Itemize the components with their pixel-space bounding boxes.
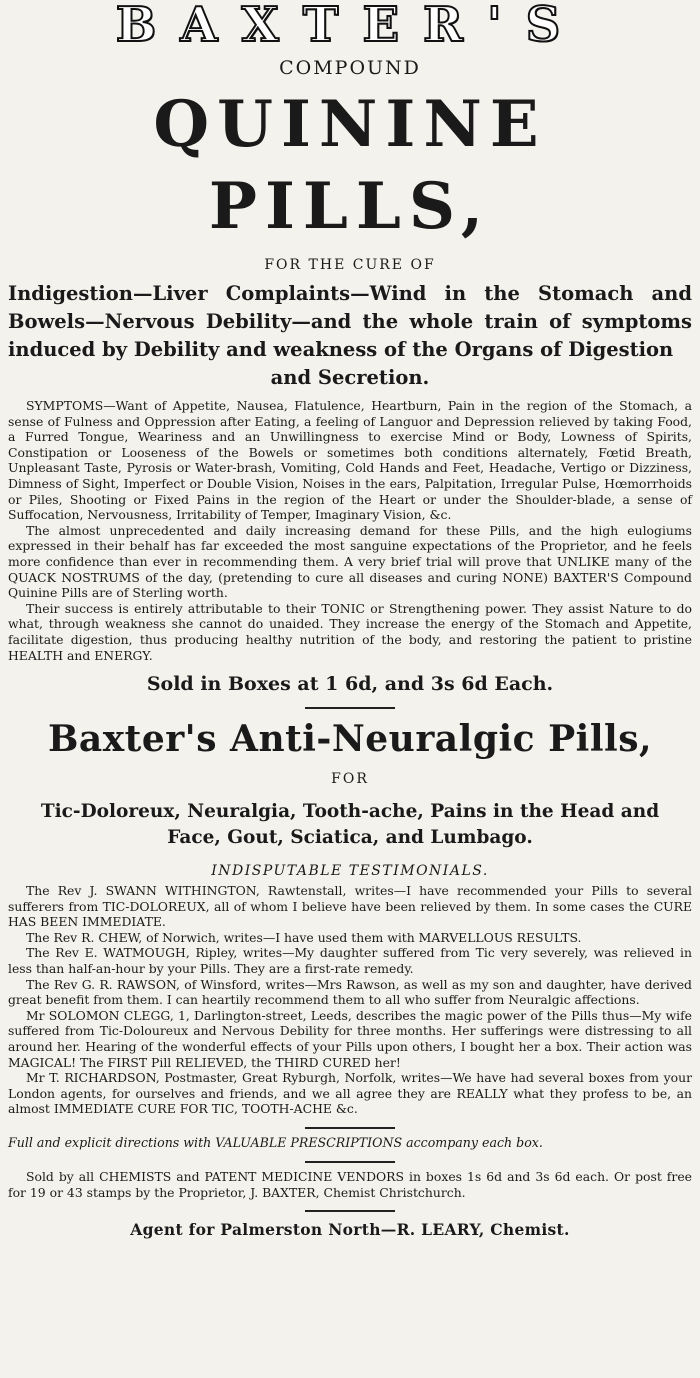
testimonial: The Rev J. SWANN WITHINGTON, Rawtenstall, writes—I have recommended your Pills to several sufferers from TIC-DOLOREUX, all of whom I believe have been relieved by them. In some cases the CURE HAS BEEN IMMEDIATE. [8, 883, 692, 930]
demand-paragraph: The almost unprecedented and daily increasing demand for these Pills, and the high eulogiums expressed in their behalf has far exceeded the most sanguine expectations of the Proprietor, and he feels more confidence than ever in recommending them. A very brief trial will prove that UNLIKE many of the QUACK NOSTRUMS of the day, (pretending to cure all diseases and curing NONE) BAXTER'S Compound Quinine Pills are of Sterling worth. [8, 522, 692, 601]
testimonial: The Rev E. WATMOUGH, Ripley, writes—My daughter suffered from Tic very severely, was relieved in less than half-an-hour by your Pills. They are a first-rate remedy. [8, 945, 692, 977]
divider-1 [305, 707, 395, 709]
testimonials-heading: INDISPUTABLE TESTIMONIALS. [211, 863, 489, 880]
testimonial: The Rev R. CHEW, of Norwich, writes—I have used them with MARVELLOUS RESULTS. [26, 929, 582, 945]
brand-title: BAXTER'S [115, 0, 585, 53]
cure-lead: FOR THE CURE OF [264, 257, 436, 273]
divider-4 [305, 1210, 395, 1212]
product-title: QUININE PILLS, [153, 87, 547, 244]
cures-line-1: Tic-Doloreux, Neuralgia, Tooth-ache, Pains in the Head and [40, 801, 660, 823]
testimonials-list [8, 883, 692, 1117]
testimonial: Mr SOLOMON CLEGG, 1, Darlington-street, Leeds, describes the magic power of the Pills thus—My wife suffered from Tic-Doloureux and Nervous Debility for three months. Her sufferings were distressing to all around her. Hearing of the wonderful effects of your Pills upon others, I bought her a box. Their action was MAGICAL! The FIRST Pill RELIEVED, the THIRD CURED her! [8, 1007, 692, 1070]
brand-subtitle: COMPOUND [279, 57, 421, 79]
symptoms-paragraph: SYMPTOMS—Want of Appetite, Nausea, Flatulence, Heartburn, Pain in the region of the Stomach, a sense of Fulness and Oppression after Eating, a feeling of Languor and Depression relieved by taking Food, a Furred Tongue, Weariness and an Unwillingness to exercise Mind or Body, Lowness of Spirits, Constipation or Looseness of the Bowels or sometimes both conditions alternately, Fœtid Breath, Unpleasant Taste, Pyrosis or Water-brash, Vomiting, Cold Hands and Feet, Headache, Vertigo or Dizziness, Dimness of Sight, Imperfect or Double Vision, Noises in the ears, Palpitation, Irregular Pulse, Hœmorrhoids or Piles, Shooting or Fixed Pains in the region of the Heart or under the Shoulder-blade, a sense of Suffocation, Nervousness, Irritability of Temper, Imaginary Vision, &c. [8, 398, 692, 523]
ailments-list [8, 280, 692, 392]
price-line: Sold in Boxes at 1 6d, and 3s 6d Each. [146, 673, 554, 696]
sold-by-paragraph: Sold by all CHEMISTS and PATENT MEDICINE VENDORS in boxes 1s 6d and 3s 6d each. Or post free for 19 or 43 stamps by the Proprietor, J. BAXTER, Chemist Christchurch. [8, 1169, 692, 1200]
divider-2 [305, 1127, 395, 1129]
testimonial: Mr T. RICHARDSON, Postmaster, Great Ryburgh, Norfolk, writes—We have had several boxes from your London agents, for ourselves and friends, and we all agree they are REALLY what they profess to be, an almost IMMEDIATE CURE FOR TIC, TOOTH-ACHE &c. [8, 1070, 692, 1117]
ailments-main: Indigestion—Liver Complaints—Wind in the Stomach and Bowels—Nervous Debility—and the whole train of symptoms induced by Debility and weakness of the Organs of Digestion [8, 282, 692, 361]
agent-line: Agent for Palmerston North—R. LEARY, Chemist. [130, 1220, 570, 1240]
ailments-end: and Secretion. [270, 366, 430, 389]
divider-3 [305, 1161, 395, 1163]
for-label: FOR [331, 771, 369, 788]
cures-list [8, 799, 692, 851]
anti-neuralgic-title: Baxter's Anti-Neuralgic Pills, [47, 718, 653, 761]
testimonial: The Rev G. R. RAWSON, of Winsford, writes—Mrs Rawson, as well as my son and daughter, have derived great benefit from them. I can heartily recommend them to all who suffer from Neuralgic affections. [8, 976, 692, 1008]
directions-line: Full and explicit directions with VALUABLE PRESCRIPTIONS accompany each box. [8, 1135, 543, 1150]
success-paragraph: Their success is entirely attributable to their TONIC or Strengthening power. They assist Nature to do what, through weakness she cannot do unaided. They increase the energy of the Stomach and Appetite, facilitate digestion, thus producing healthy nutrition of the body, and restoring the patient to pristine HEALTH and ENERGY. [8, 600, 692, 663]
cures-line-2: Face, Gout, Sciatica, and Lumbago. [167, 827, 533, 849]
